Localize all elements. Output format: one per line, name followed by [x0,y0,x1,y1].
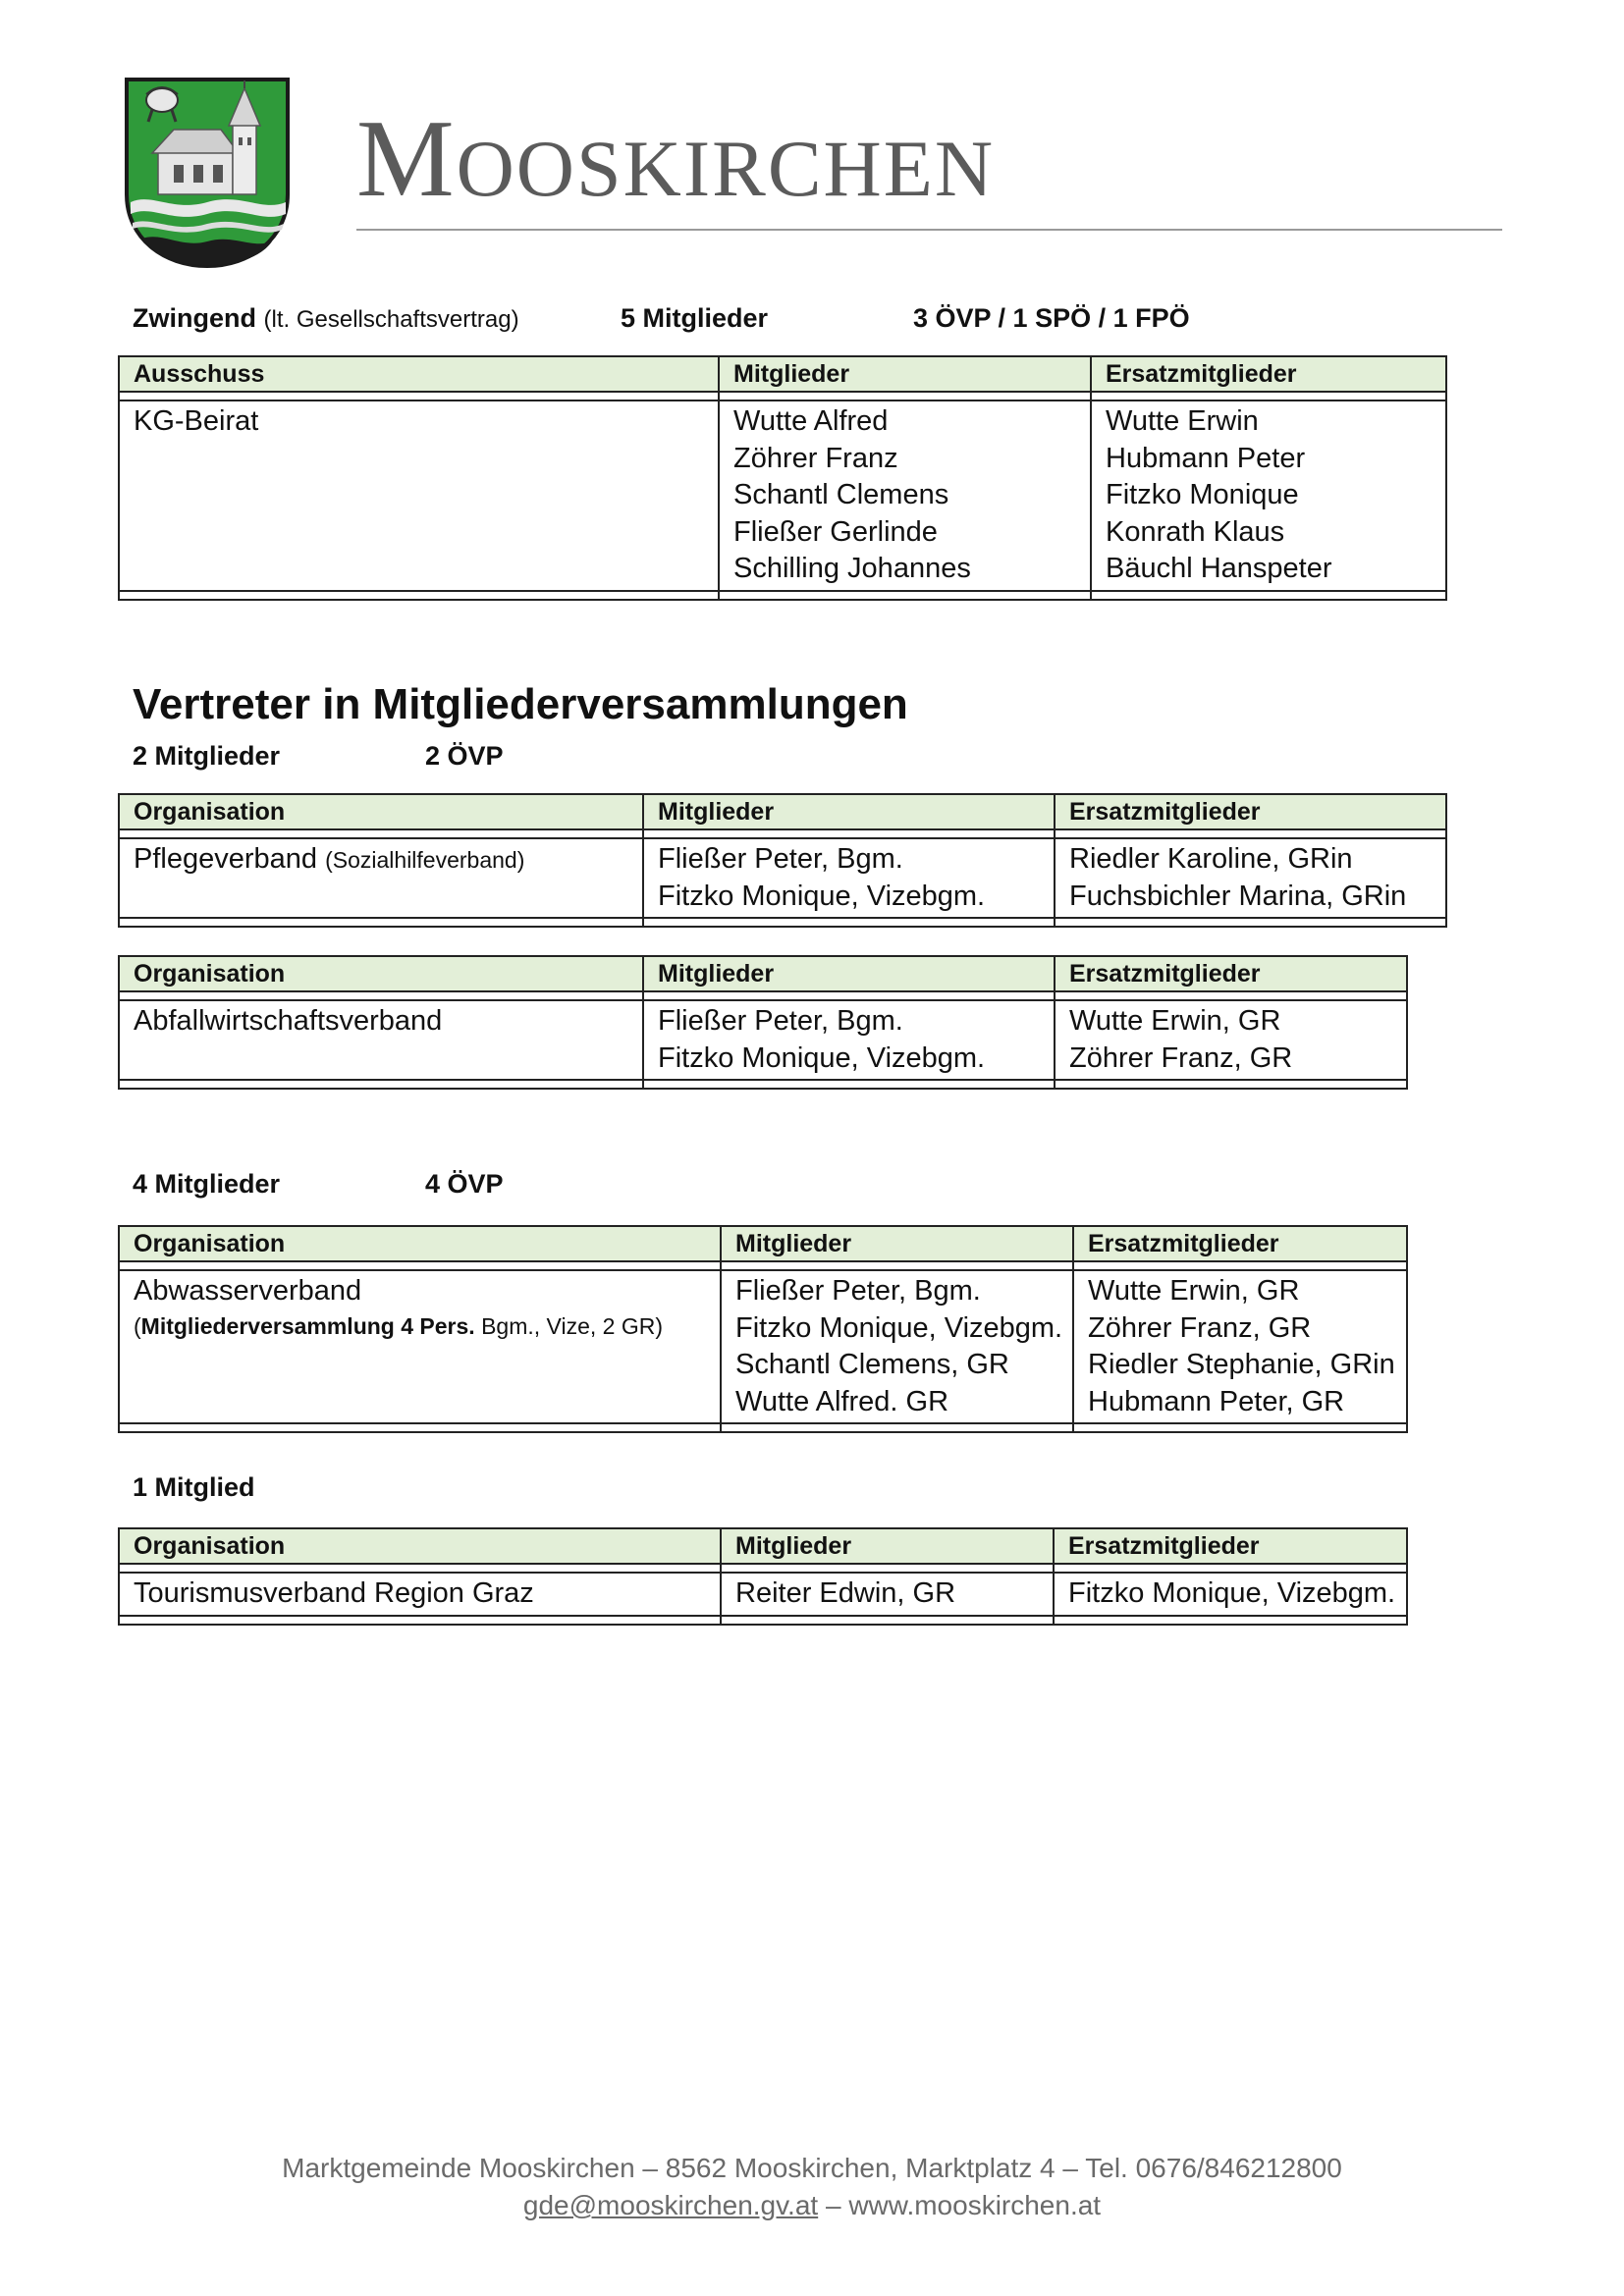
list-item: Fitzko Monique, Vizebgm. [658,1041,986,1074]
group1-parties: 2 ÖVP [425,741,504,771]
column-header-ersatzmitglieder: Ersatzmitglieder [1054,1528,1407,1564]
column-header-mitglieder: Mitglieder [643,956,1055,991]
list-item: Fitzko Monique, Vizebgm. [1068,1577,1396,1609]
list-item: Bäuchl Hanspeter [1106,553,1332,584]
list-item: Fließer Gerlinde [733,515,938,548]
separator-row [119,829,1446,838]
list-item: Fuchsbichler Marina, GRin [1069,880,1407,912]
list-item: Reiter Edwin, GR [735,1577,956,1609]
brand-rest: OOSKIRCHEN [456,124,996,213]
list-item: Zöhrer Franz, GR [1069,1041,1293,1074]
list-item: Wutte Alfred. GR [735,1385,949,1417]
substitutes-cell [1073,1270,1407,1423]
list-item: Schilling Johannes [733,553,971,584]
organisation-name: Abfallwirtschaftsverband [119,1000,643,1080]
members-cell [719,400,1091,591]
table-row [119,1000,1407,1080]
list-item: Konrath Klaus [1106,515,1285,548]
group2-parties: 4 ÖVP [425,1169,504,1199]
list-item: Schantl Clemens [733,479,949,510]
table-row [119,1270,1407,1423]
column-header-ersatzmitglieder: Ersatzmitglieder [1091,356,1446,392]
abfallwirtschaftsverband-table [118,955,1408,1090]
list-item: Fitzko Monique, Vizebgm. [735,1311,1063,1344]
separator-row [119,918,1446,927]
list-item: Fitzko Monique, Vizebgm. [658,880,986,912]
tourismusverband-table [118,1527,1408,1626]
members-cell [721,1573,1054,1616]
column-header-ersatzmitglieder: Ersatzmitglieder [1073,1226,1407,1261]
column-header-ersatzmitglieder: Ersatzmitglieder [1055,956,1407,991]
list-item: Wutte Erwin, GR [1088,1275,1300,1307]
list-item: Zöhrer Franz [733,442,898,474]
zwingend-label: Zwingend [133,303,256,333]
separator-row [119,1261,1407,1270]
separator-row [119,1423,1407,1432]
substitutes-cell [1055,1000,1407,1080]
kg-beirat-table [118,355,1447,601]
section-heading: Vertreter in Mitgliederversammlungen [133,680,908,728]
pflegeverband-table [118,793,1447,928]
list-item: Wutte Alfred [733,405,889,437]
table-row [119,1573,1407,1616]
substitutes-cell [1091,400,1446,591]
ausschuss-name: KG-Beirat [119,400,719,591]
group2-members-count: 4 Mitglieder [133,1169,281,1199]
footer-website: www.mooskirchen.at [848,2190,1102,2220]
column-header-mitglieder: Mitglieder [721,1226,1073,1261]
column-header-ausschuss: Ausschuss [119,356,719,392]
list-item: Riedler Stephanie, GRin [1088,1349,1395,1380]
organisation-note: (Sozialhilfeverband) [325,847,525,873]
list-item: Riedler Karoline, GRin [1069,843,1353,875]
list-item: Wutte Erwin, GR [1069,1005,1281,1037]
separator-row [119,1616,1407,1625]
zwingend-note: (lt. Gesellschaftsvertrag) [263,306,519,333]
list-item: Hubmann Peter [1106,442,1306,474]
list-item: Wutte Erwin [1106,405,1259,437]
brand-wordmark [356,98,996,220]
header-divider [356,229,1502,231]
members-cell [643,1000,1055,1080]
list-item: Schantl Clemens, GR [735,1349,1009,1380]
substitutes-cell [1054,1573,1407,1616]
column-header-organisation: Organisation [119,1528,721,1564]
organisation-note: (Mitgliederversammlung 4 Pers. Bgm., Vize, 2 GR) [134,1312,663,1339]
footer-address: Marktgemeinde Mooskirchen – 8562 Mooskirchen, Marktplatz 4 – Tel. 0676/846212800 [282,2153,1342,2183]
separator-row [119,1080,1407,1089]
table-row [119,400,1446,591]
list-item: Zöhrer Franz, GR [1088,1311,1312,1344]
group3-members-count: 1 Mitglied [133,1472,255,1502]
separator-row [119,591,1446,600]
coat-of-arms-icon [123,77,292,269]
substitutes-cell [1055,838,1446,918]
organisation-name: Pflegeverband (Sozialhilfeverband) [119,838,643,918]
organisation-name: Tourismusverband Region Graz [119,1573,721,1616]
group1-members-count: 2 Mitglieder [133,741,281,771]
organisation-name: Abwasserverband (Mitgliederversammlung 4 Pers. Bgm., Vize, 2 GR) [119,1270,721,1423]
separator-row [119,991,1407,1000]
list-item: Hubmann Peter, GR [1088,1385,1345,1417]
list-item: Fließer Peter, Bgm. [658,843,903,875]
members-cell [721,1270,1073,1423]
abwasserverband-table [118,1225,1408,1433]
column-header-organisation: Organisation [119,956,643,991]
column-header-mitglieder: Mitglieder [721,1528,1054,1564]
separator-row [119,392,1446,400]
column-header-mitglieder: Mitglieder [719,356,1091,392]
brand-initial: M [356,98,457,220]
table-row [119,838,1446,918]
zwingend-label-line [133,302,519,336]
list-item: Fließer Peter, Bgm. [658,1005,903,1037]
separator-row [119,1564,1407,1573]
list-item: Fitzko Monique [1106,479,1299,510]
column-header-ersatzmitglieder: Ersatzmitglieder [1055,794,1446,829]
column-header-organisation: Organisation [119,1226,721,1261]
footer-contact [0,2187,1624,2224]
column-header-mitglieder: Mitglieder [643,794,1055,829]
footer-email-link[interactable]: gde@mooskirchen.gv.at [522,2190,819,2220]
members-cell [643,838,1055,918]
zwingend-members-count: 5 Mitglieder [621,303,769,333]
footer-separator: – [818,2190,849,2220]
column-header-organisation: Organisation [119,794,643,829]
zwingend-parties: 3 ÖVP / 1 SPÖ / 1 FPÖ [913,303,1190,333]
list-item: Fließer Peter, Bgm. [735,1275,981,1307]
